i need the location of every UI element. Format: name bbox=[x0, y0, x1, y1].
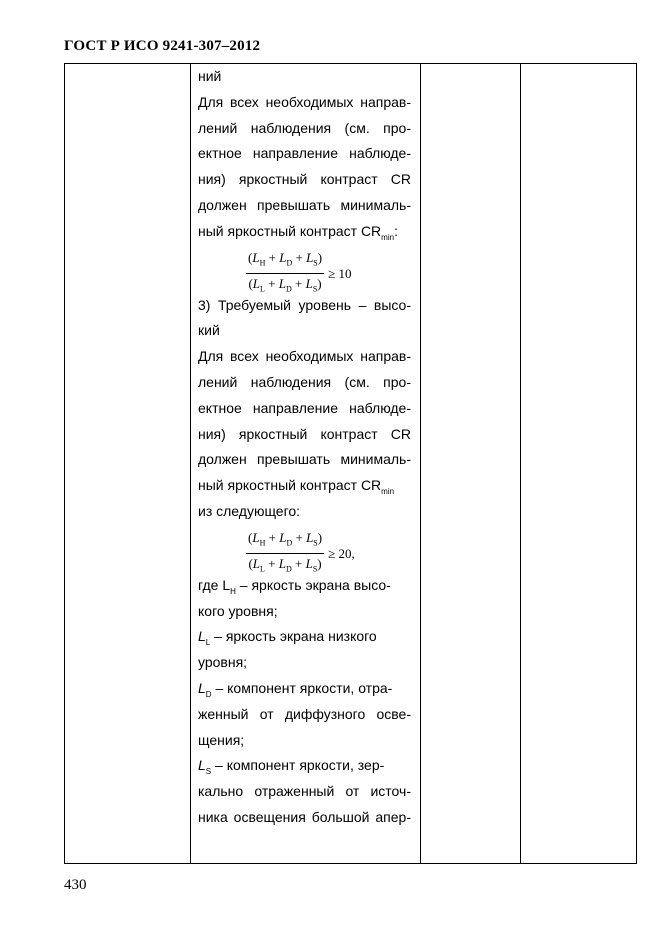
column-divider-1 bbox=[190, 64, 191, 863]
text-line: ный яркостный контраст $CR_{min}$: bbox=[198, 222, 398, 242]
text-line: должен превышать минималь- bbox=[198, 451, 411, 468]
text-line: щения; bbox=[198, 731, 245, 748]
text-line: кально отраженный от источ- bbox=[198, 783, 411, 800]
text-line: кого уровня; bbox=[198, 602, 278, 619]
text-line: $L_S$ – компонент яркости, зер- bbox=[198, 757, 385, 777]
formula-contrast-medium: $\frac{(L_H + L_D + L_S)}{(L_L + L_D + L_S)}$ ≥ 10 bbox=[248, 249, 352, 294]
text-line: ный яркостный контраст $CR_{min}$ bbox=[198, 477, 395, 496]
text-line: ний bbox=[198, 68, 222, 84]
text-line: из следующего: bbox=[198, 502, 301, 519]
text-line: лений наблюдения (см. про- bbox=[198, 373, 411, 390]
requirements-table bbox=[64, 63, 637, 864]
requirement-cell-text bbox=[198, 64, 411, 831]
text-line: кий bbox=[198, 322, 220, 339]
text-line: ния) яркостный контраст CR bbox=[198, 425, 411, 442]
text-line: где $L_H$ – яркость экрана высо- bbox=[198, 576, 391, 596]
text-line: должен превышать минималь- bbox=[198, 196, 411, 213]
text-line: ника освещения большой апер- bbox=[198, 808, 411, 825]
formula-contrast-high: $\frac{(L_H + L_D + L_S)}{(L_L + L_D + L_S)}$ ≥ 20, bbox=[248, 529, 355, 574]
text-line: женный от диффузного осве- bbox=[198, 705, 411, 722]
text-line: $L_D$ – компонент яркости, отра- bbox=[198, 679, 393, 699]
text-line: $L_L$ – яркость экрана низкого bbox=[198, 628, 377, 648]
document-header: ГОСТ Р ИСО 9241-307–2012 bbox=[64, 38, 261, 54]
column-divider-2 bbox=[420, 64, 421, 863]
text-line: Для всех необходимых направ- bbox=[198, 93, 411, 110]
text-line: ектное направление наблюде- bbox=[198, 399, 411, 416]
text-line: лений наблюдения (см. про- bbox=[198, 119, 411, 136]
text-line: ния) яркостный контраст CR bbox=[198, 171, 411, 188]
column-divider-3 bbox=[520, 64, 521, 863]
text-line: уровня; bbox=[198, 654, 248, 671]
text-line: ектное направление наблюде- bbox=[198, 145, 411, 162]
page-number: 430 bbox=[64, 877, 87, 893]
text-line: 3) Требуемый уровень – высо- bbox=[198, 296, 411, 313]
text-line: Для всех необходимых направ- bbox=[198, 348, 411, 365]
